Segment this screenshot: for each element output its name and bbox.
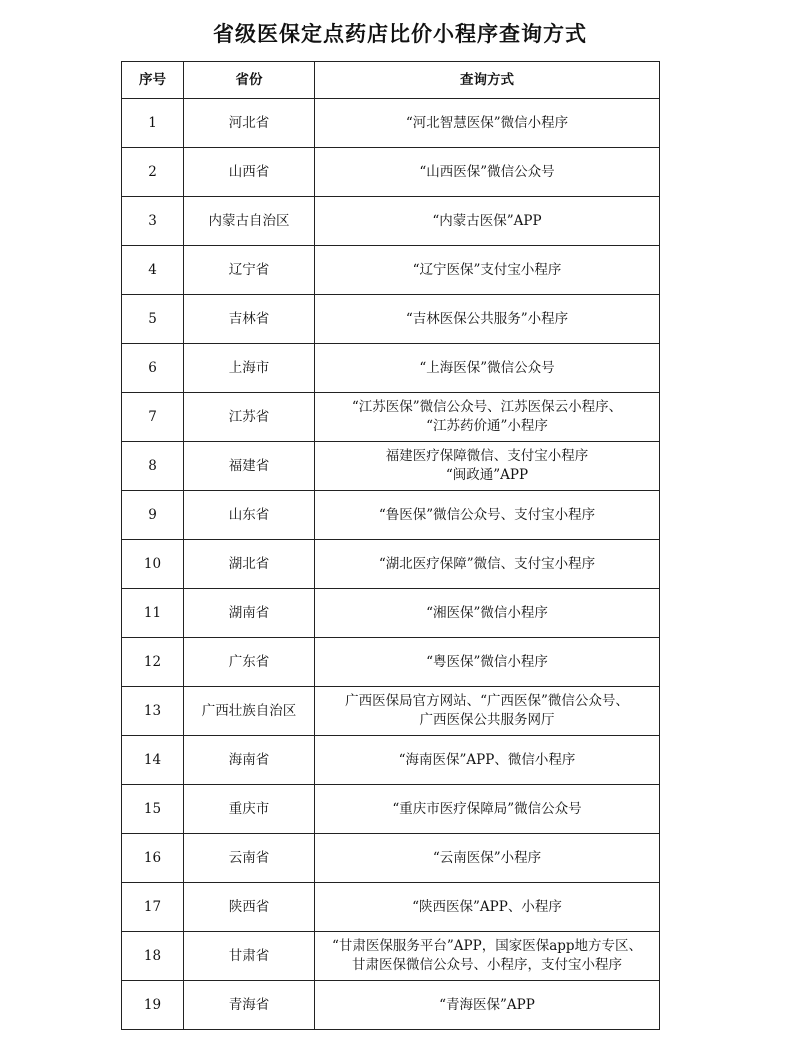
table-body <box>122 99 660 1030</box>
table-row <box>122 883 660 932</box>
row-query-method <box>315 148 660 197</box>
query-method-line: “辽宁医保”支付宝小程序 <box>412 261 562 278</box>
header-query-method: 查询方式 <box>315 62 660 99</box>
query-method-line: “云南医保”小程序 <box>432 849 542 866</box>
row-index: 5 <box>122 295 184 344</box>
query-method-line: “湘医保”微信小程序 <box>426 604 548 621</box>
query-method-line: “上海医保”微信公众号 <box>419 359 555 376</box>
query-method-line: “海南医保”APP、微信小程序 <box>398 751 576 768</box>
query-method-line: “粤医保”微信小程序 <box>426 653 548 670</box>
query-method-line: “山西医保”微信公众号 <box>419 163 555 180</box>
query-method-line: “内蒙古医保”APP <box>432 212 542 229</box>
query-method-table <box>121 61 660 1030</box>
table-row <box>122 932 660 981</box>
row-province: 广东省 <box>184 638 315 687</box>
row-province: 山东省 <box>184 491 315 540</box>
row-province: 云南省 <box>184 834 315 883</box>
query-method-line: “湖北医疗保障”微信、支付宝小程序 <box>378 555 596 572</box>
table-row <box>122 834 660 883</box>
table-row <box>122 295 660 344</box>
row-province: 吉林省 <box>184 295 315 344</box>
query-method-line: 广西医保局官方网站、“广西医保”微信公众号、 <box>345 693 629 709</box>
row-province: 河北省 <box>184 99 315 148</box>
row-index: 7 <box>122 393 184 442</box>
table-row <box>122 148 660 197</box>
row-province: 山西省 <box>184 148 315 197</box>
table-row <box>122 344 660 393</box>
row-province: 青海省 <box>184 981 315 1030</box>
row-query-method <box>315 197 660 246</box>
query-method-line: “甘肃医保服务平台”APP，国家医保app地方专区、 <box>331 938 643 954</box>
query-method-line: 福建医疗保障微信、支付宝小程序 <box>385 448 589 464</box>
row-province: 内蒙古自治区 <box>184 197 315 246</box>
query-method-line: “青海医保”APP <box>439 996 535 1013</box>
row-index: 9 <box>122 491 184 540</box>
row-query-method <box>315 491 660 540</box>
query-method-line: “重庆市医疗保障局”微信公众号 <box>392 800 582 817</box>
header-index: 序号 <box>122 62 184 99</box>
query-method-line: “江苏药价通”小程序 <box>426 418 548 434</box>
row-index: 19 <box>122 981 184 1030</box>
row-index: 10 <box>122 540 184 589</box>
table-row <box>122 491 660 540</box>
table-row <box>122 589 660 638</box>
row-index: 14 <box>122 736 184 785</box>
row-query-method <box>315 540 660 589</box>
row-query-method <box>315 295 660 344</box>
row-query-method <box>315 344 660 393</box>
row-index: 8 <box>122 442 184 491</box>
table-row <box>122 638 660 687</box>
row-province: 甘肃省 <box>184 932 315 981</box>
row-query-method <box>315 736 660 785</box>
query-method-line: “鲁医保”微信公众号、支付宝小程序 <box>378 506 596 523</box>
row-index: 3 <box>122 197 184 246</box>
row-province: 广西壮族自治区 <box>184 687 315 736</box>
row-query-method <box>315 834 660 883</box>
row-index: 16 <box>122 834 184 883</box>
row-index: 11 <box>122 589 184 638</box>
query-method-line: “江苏医保”微信公众号、江苏医保云小程序、 <box>351 399 623 415</box>
query-method-line: “吉林医保公共服务”小程序 <box>405 310 569 327</box>
row-province: 福建省 <box>184 442 315 491</box>
row-province: 湖北省 <box>184 540 315 589</box>
row-query-method <box>315 883 660 932</box>
table-row <box>122 393 660 442</box>
row-query-method <box>315 981 660 1030</box>
row-index: 13 <box>122 687 184 736</box>
row-query-method <box>315 638 660 687</box>
row-index: 15 <box>122 785 184 834</box>
table-row <box>122 442 660 491</box>
page-title: 省级医保定点药店比价小程序查询方式 <box>213 22 587 46</box>
row-query-method <box>315 687 660 736</box>
row-province: 湖南省 <box>184 589 315 638</box>
table-row <box>122 99 660 148</box>
table-row <box>122 785 660 834</box>
table-row <box>122 197 660 246</box>
row-province: 上海市 <box>184 344 315 393</box>
header-province: 省份 <box>184 62 315 99</box>
row-query-method <box>315 442 660 491</box>
table-row <box>122 246 660 295</box>
row-index: 12 <box>122 638 184 687</box>
query-method-line: “闽政通”APP <box>445 467 529 483</box>
row-province: 陕西省 <box>184 883 315 932</box>
query-method-line: 广西医保公共服务网厅 <box>419 712 555 728</box>
table-header-row <box>122 62 660 99</box>
table-row <box>122 736 660 785</box>
row-query-method <box>315 785 660 834</box>
table-row <box>122 540 660 589</box>
row-query-method <box>315 393 660 442</box>
row-province: 海南省 <box>184 736 315 785</box>
table-row <box>122 981 660 1030</box>
row-province: 重庆市 <box>184 785 315 834</box>
query-method-line: “陕西医保”APP、小程序 <box>412 898 562 915</box>
row-query-method <box>315 932 660 981</box>
row-index: 2 <box>122 148 184 197</box>
query-method-line: 甘肃医保微信公众号、小程序，支付宝小程序 <box>352 957 622 973</box>
row-index: 1 <box>122 99 184 148</box>
row-query-method <box>315 99 660 148</box>
query-method-line: “河北智慧医保”微信小程序 <box>405 114 569 131</box>
row-index: 6 <box>122 344 184 393</box>
row-index: 17 <box>122 883 184 932</box>
table-row <box>122 687 660 736</box>
row-query-method <box>315 246 660 295</box>
row-index: 18 <box>122 932 184 981</box>
row-province: 辽宁省 <box>184 246 315 295</box>
row-index: 4 <box>122 246 184 295</box>
row-province: 江苏省 <box>184 393 315 442</box>
row-query-method <box>315 589 660 638</box>
